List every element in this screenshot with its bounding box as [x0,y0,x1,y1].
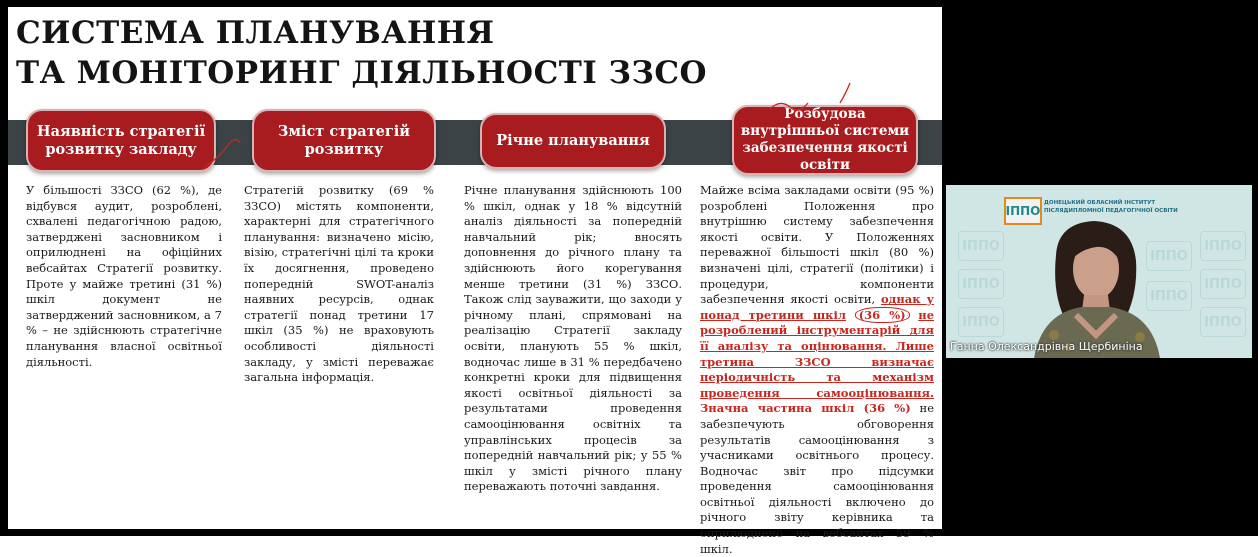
col4-highlight-d: не розроблений інструментарій для її аналізу та оцінювання. Лише третина ЗЗСО визначає періодичність та механізм проведення самооцінювання. [700,307,935,400]
column-strategy-presence: У більшості ЗЗСО (62 %), де відбувся аудит, розроблені, схвалені педагогічною радою, затверджені засновником і оприлюднені на офіційних вебсайтах Стратегії розвитку. Проте у майже третині (31 %) шкіл документ не затверджений засновником, а 7 % – не здійснюють стратегічне планування власної освітньої діяльності. [26,183,222,369]
header-strategy-presence: Наявність стратегії розвитку закладу [26,109,216,172]
header-quality-system: Розбудова внутрішньої системи забезпечення якості освіти [732,105,918,175]
institute-logo: IППО [1004,197,1042,225]
column-annual-planning: Річне планування здійснюють 100 % шкіл, однак у 18 % відсутній аналіз діяльності за попередній навчальний рік; вносять доповнення до річного плану та здійснюють його корегування менше третини (31 %) ЗЗСО. Також слід зауважити, що заходи у річному плані, спрямовані на реалізацію Стратегії закладу освіти, планують 55 % шкіл, водночас лише в 31 % передбачено конкретні кроки для підвищення якості освітньої діяльності за результатами проведення самооцінювання освітніх та управлінських процесів за попередній навчальний рік; у 55 % шкіл у змісті річного плану переважають поточні завдання. [464,183,682,494]
presentation-slide [8,7,942,556]
webcam-feed [946,185,1252,358]
col4-highlight-b: однак у понад третини шкіл [700,292,935,322]
watermark-logo: IППО [958,307,1004,337]
title-line-2: ТА МОНІТОРИНГ ДІЯЛЬНОСТІ ЗЗСО [16,55,707,91]
speaker-name-caption: Ганна Олександрівна Щербиніна [950,340,1143,353]
watermark-logo: IППО [1200,307,1246,337]
institute-name: ДОНЕЦЬКИЙ ОБЛАСНИЙ ІНСТИТУТ ПІСЛЯДИПЛОМНОЇ ПЕДАГОГІЧНОЇ ОСВІТИ [1044,200,1178,214]
speaker-silhouette [946,185,1252,358]
watermark-logo: IППО [958,231,1004,261]
header-strategy-content: Зміст стратегій розвитку [252,109,436,172]
column-strategy-content: Стратегій розвитку (69 % ЗЗСО) містять компоненти, характерні для стратегічного планування: визначено місію, візію, стратегічні цілі та кроки їх досягнення, проведено попередній SWOT-аналіз наявних ресурсів, однак стратегії понад третини 17 шкіл (35 %) не враховують особливості діяльності закладу, у змісті переважає загальна інформація. [244,183,434,385]
col4-text-a: Майже всіма закладами освіти (95 %) розроблені Положення про внутрішню систему забезпечення якості освіти. У Положеннях переважної більшості шкіл (80 %) визначені цілі, стратегії (політики) і процедури, компоненти забезпечення якості освіти, [700,183,934,307]
watermark-logo: IППО [1200,231,1246,261]
slide-title [16,13,707,93]
watermark-logo: IППО [1146,241,1192,271]
col4-highlight-e: Значна частина шкіл (36 %) [700,401,911,416]
column-quality-system [700,183,934,557]
watermark-logo: IППО [1146,281,1192,311]
watermark-logo: IППО [958,269,1004,299]
header-annual-planning: Річне планування [480,113,666,169]
title-line-1: СИСТЕМА ПЛАНУВАННЯ [16,15,495,51]
col4-text-f: не забезпечують обговорення результатів самооцінювання з учасниками освітнього процесу. Водночас звіт про підсумки проведення самооцінювання освітньої діяльності включено до річного звіту керівника та оприлюднено на вебсайтах 59 % шкіл. [700,401,935,556]
left-frame-bar [0,0,8,536]
watermark-logo: IППО [1200,269,1246,299]
col4-highlight-c: (36 %) [855,307,910,323]
